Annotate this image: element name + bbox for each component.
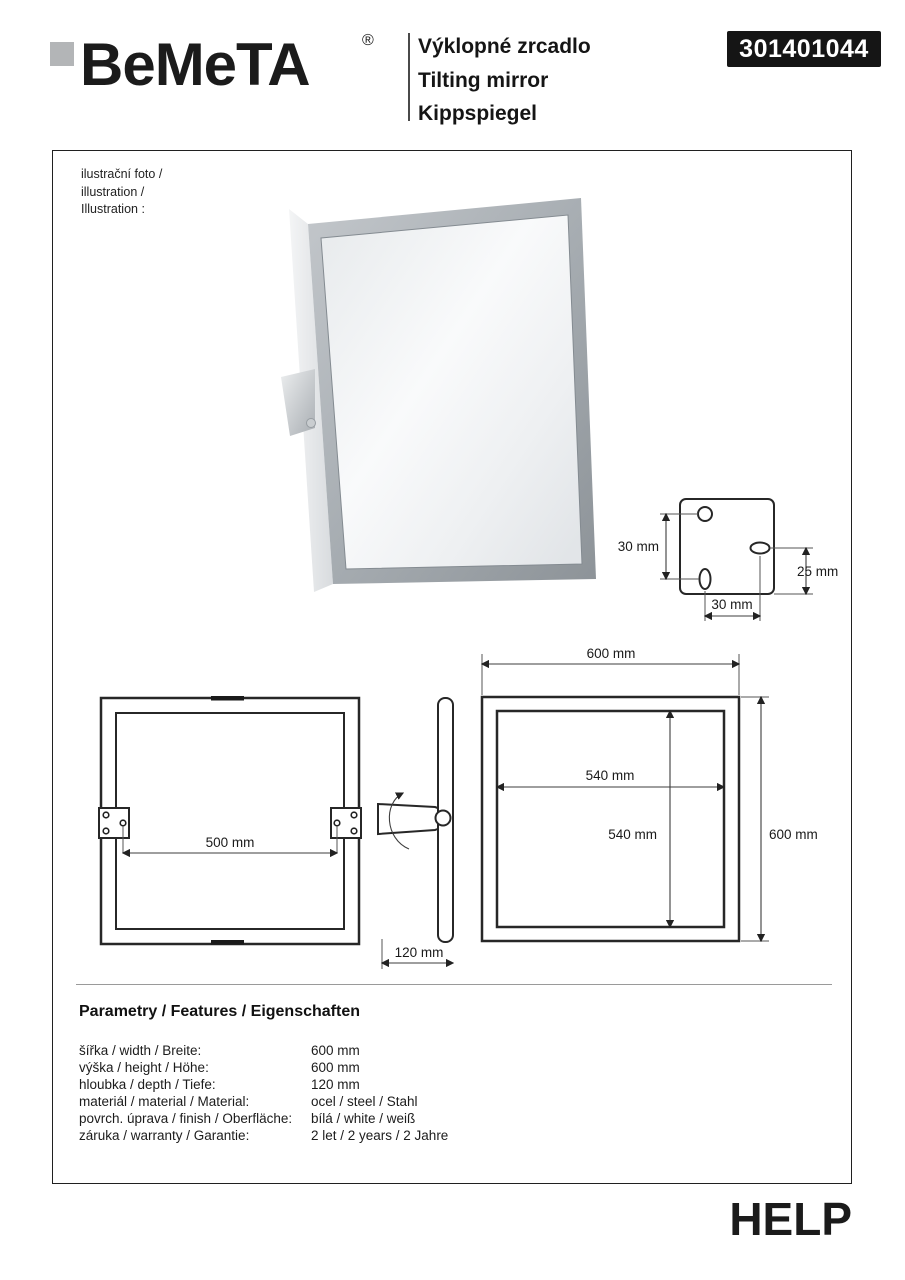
param-value: ocel / steel / Stahl <box>311 1094 418 1109</box>
dim-label-600mm-right: 600 mm <box>769 827 818 842</box>
content-box <box>52 150 852 1184</box>
help-brand-mark: HELP <box>729 1193 852 1245</box>
param-value: 2 let / 2 years / 2 Jahre <box>311 1128 449 1143</box>
side-view-drawing <box>378 698 453 969</box>
bracket-detail-drawing <box>618 499 839 621</box>
product-title-de: Kippspiegel <box>418 102 538 125</box>
param-label: hloubka / depth / Tiefe: <box>79 1077 216 1092</box>
product-photo <box>281 198 596 592</box>
param-label: šířka / width / Breite: <box>79 1043 202 1058</box>
brand-logo: BeMeTA <box>80 31 310 98</box>
parameters-table <box>79 1042 819 1144</box>
mirror-surface <box>321 215 582 569</box>
parameters-divider <box>76 984 832 985</box>
logo-square-icon <box>50 42 74 66</box>
param-value: bílá / white / weiß <box>311 1111 416 1126</box>
dim-label-540mm-width: 540 mm <box>585 768 635 783</box>
table-row <box>79 1059 819 1076</box>
param-label: záruka / warranty / Garantie: <box>79 1128 250 1143</box>
technical-drawings <box>53 151 850 1182</box>
dim-label-120mm: 120 mm <box>394 945 444 960</box>
param-label: výška / height / Höhe: <box>79 1060 209 1075</box>
caption-line: ilustrační foto / <box>81 167 163 181</box>
param-value: 600 mm <box>311 1043 360 1058</box>
table-row <box>79 1110 819 1127</box>
front-view-drawing <box>482 646 818 941</box>
bracket-knob <box>307 419 316 428</box>
table-row <box>79 1076 819 1093</box>
caption-line: Illustration : <box>81 202 145 216</box>
dim-label-500mm: 500 mm <box>205 835 255 850</box>
parameters-heading: Parametry / Features / Eigenschaften <box>79 1003 360 1020</box>
dim-label-25mm: 25 mm <box>797 564 839 579</box>
param-value: 600 mm <box>311 1060 360 1075</box>
param-label: povrch. úprava / finish / Oberfläche: <box>79 1111 293 1126</box>
dim-label-30mm-left: 30 mm <box>617 539 659 554</box>
dim-label-600mm-top: 600 mm <box>586 646 636 661</box>
registered-trademark-icon: ® <box>362 32 374 49</box>
dim-label-540mm-height: 540 mm <box>608 827 657 842</box>
rear-view-drawing <box>99 696 361 945</box>
header-divider <box>408 33 410 121</box>
param-value: 120 mm <box>311 1077 360 1092</box>
table-row <box>79 1093 819 1110</box>
param-label: materiál / material / Material: <box>79 1094 250 1109</box>
product-title-cs: Výklopné zrcadlo <box>418 35 591 58</box>
caption-line: illustration / <box>81 184 145 199</box>
product-title-en: Tilting mirror <box>418 68 549 92</box>
dim-label-30mm-bottom: 30 mm <box>711 597 753 612</box>
table-row <box>79 1127 819 1144</box>
product-code-badge: 301401044 <box>727 31 881 67</box>
product-titles <box>418 30 591 131</box>
table-row <box>79 1042 819 1059</box>
